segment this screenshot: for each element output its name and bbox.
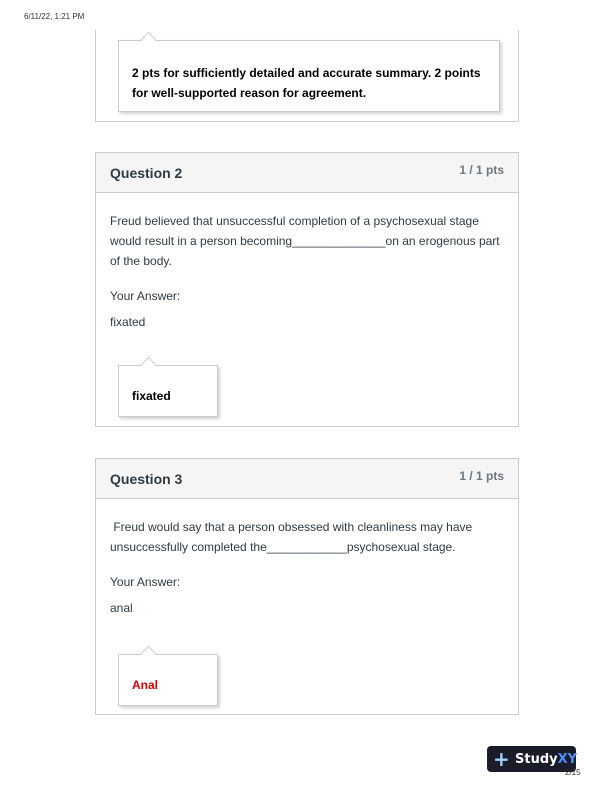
grader-comment-line2: for well-supported reason for agreement.: [132, 86, 367, 100]
your-answer-label: Your Answer:: [110, 575, 181, 589]
question-points: 1 / 1 pts: [459, 163, 504, 177]
question-card-2: [95, 152, 519, 427]
question-card-3: [95, 458, 519, 715]
grader-comment: Anal: [132, 678, 159, 692]
your-answer-value: anal: [110, 601, 133, 615]
question-header: [96, 459, 518, 499]
question-text-line: would result in a person becoming______________on an erogenous part: [110, 234, 500, 248]
studyxy-watermark: [487, 746, 576, 772]
question-header: [96, 153, 518, 193]
question-points: 1 / 1 pts: [459, 469, 504, 483]
your-answer-value: fixated: [110, 315, 146, 329]
question-text-line: Freud would say that a person obsessed with cleanliness may have: [110, 520, 473, 534]
question-title: Question 3: [110, 471, 183, 487]
print-timestamp: 6/11/22, 1:21 PM: [24, 12, 85, 21]
question-text-line: of the body.: [110, 254, 172, 268]
question-title: Question 2: [110, 165, 183, 181]
previous-question-card: [95, 30, 519, 122]
grader-comment-line1: 2 pts for sufficiently detailed and accurate summary. 2 points: [132, 66, 481, 80]
plus-icon: +: [493, 747, 510, 771]
grader-comment-box: [118, 365, 218, 417]
watermark-brand: StudyXY: [515, 752, 578, 767]
grader-comment-box: [118, 40, 500, 112]
grader-comment: fixated: [132, 389, 171, 403]
grader-comment-box: [118, 654, 218, 706]
page-number: 2/15: [565, 768, 581, 777]
question-text-line: Freud believed that unsuccessful completion of a psychosexual stage: [110, 214, 479, 228]
question-text-line: unsuccessfully completed the____________psychosexual stage.: [110, 540, 456, 554]
your-answer-label: Your Answer:: [110, 289, 181, 303]
